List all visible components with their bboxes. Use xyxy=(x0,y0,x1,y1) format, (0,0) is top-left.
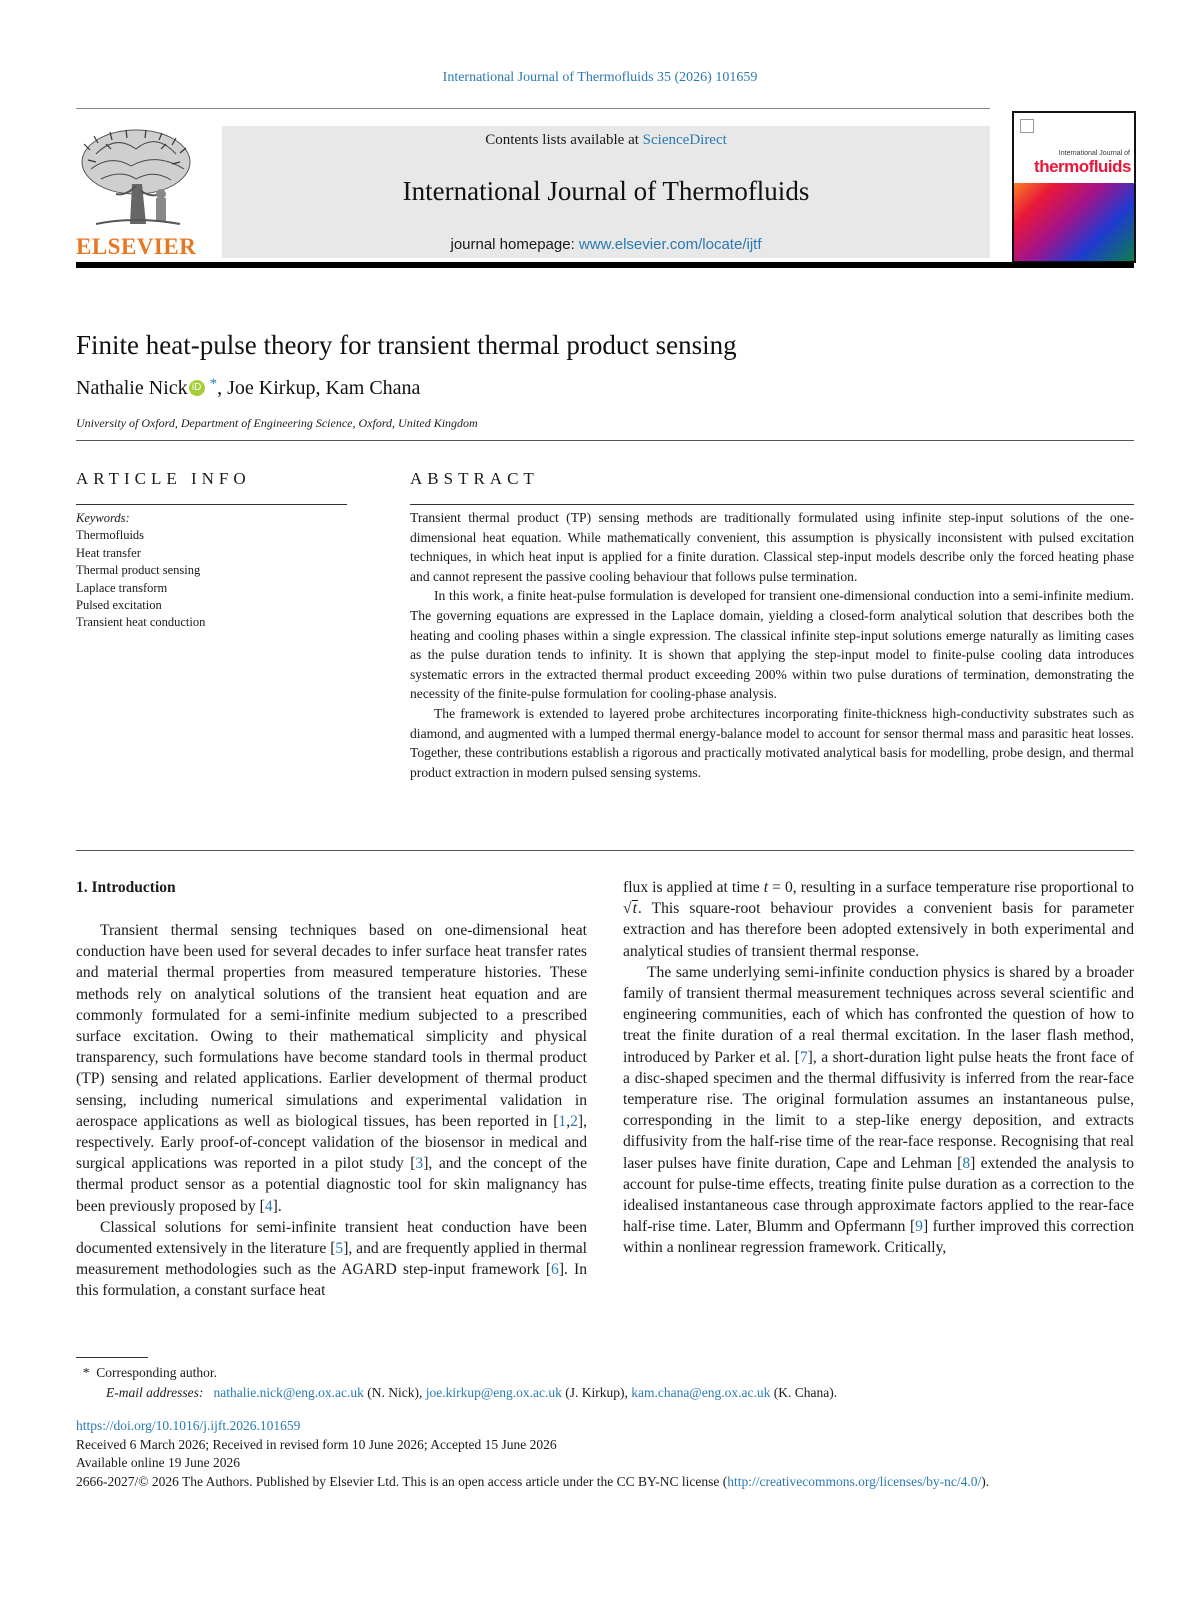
citation-link[interactable]: 4 xyxy=(264,1197,273,1215)
citation-link[interactable]: 7 xyxy=(799,1048,808,1066)
abstract-heading: ABSTRACT xyxy=(410,469,539,488)
contents-line: Contents lists available at ScienceDirect xyxy=(485,132,727,148)
corresponding-marker[interactable]: * xyxy=(209,376,218,392)
sqrt-expression: √t xyxy=(623,900,637,918)
keyword: Thermofluids xyxy=(76,528,145,543)
cover-emblem-icon xyxy=(1020,119,1034,133)
keyword: Laplace transform xyxy=(76,580,168,595)
footnote-rule xyxy=(76,1357,148,1358)
keyword: Pulsed excitation xyxy=(76,598,162,613)
coauthors: , Joe Kirkup, Kam Chana xyxy=(217,377,421,399)
keyword: Heat transfer xyxy=(76,545,141,560)
journal-masthead xyxy=(222,126,990,258)
doi-link[interactable]: https://doi.org/10.1016/j.ijft.2026.101659 xyxy=(76,1418,301,1433)
email-addresses: E-mail addresses: nathalie.nick@eng.ox.ac.uk (N. Nick), joe.kirkup@eng.ox.ac.uk (J. Kirkup), kam.chana@eng.ox.ac.uk (K. Chana). xyxy=(106,1384,838,1400)
cover-subtitle: International Journal of xyxy=(1058,150,1130,157)
abstract-body xyxy=(410,508,1134,782)
article-info-rule xyxy=(76,504,347,505)
elsevier-wordmark: ELSEVIER xyxy=(76,234,197,259)
received-dates: Received 6 March 2026; Received in revised form 10 June 2026; Accepted 15 June 2026 xyxy=(76,1436,557,1452)
email-link[interactable]: joe.kirkup@eng.ox.ac.uk xyxy=(425,1384,562,1400)
abstract-paragraph: Transient thermal product (TP) sensing methods are traditionally formulated using infinite step-input solutions of the one-dimensional heat equation. While mathematically convenient, this assumption is physically inconsistent with pulsed excitation techniques, in which heat input is applied for a finite duration. Classical step-input models describe only the forced heating phase and cannot represent the passive cooling behaviour that follows pulse termination. xyxy=(410,510,1134,584)
citation-link[interactable]: 8 xyxy=(962,1154,971,1172)
body-paragraph: Transient thermal sensing techniques based on one-dimensional heat conduction have been used for several decades to infer surface heat transfer rates and material thermal properties from measured temperature histories. These methods rely on analytical solutions of the transient heat equation and are commonly formulated for a semi-infinite medium subjected to a prescribed surface excitation. Owing to their mathematical simplicity and physical transparency, such formulations have become standard tools in thermal product (TP) sensing and related applications. Earlier development of thermal product sensing, including numerical simulations and experimental validation in aerospace applications as well as biological tissues, has been reported in [1,2], respectively. Early proof-of-concept validation of the biosensor in medical and surgical applications was reported in a pilot study [3], and the concept of the thermal product sensor as a potential diagnostic tool for skin malignancy has been previously proposed by [4]. xyxy=(76,922,587,1215)
sciencedirect-link[interactable]: ScienceDirect xyxy=(642,132,727,148)
citation-link[interactable]: 5 xyxy=(335,1240,344,1258)
citation-link[interactable]: 3 xyxy=(415,1155,424,1173)
article-metadata xyxy=(76,1417,1134,1491)
abstract-rule xyxy=(410,504,1134,505)
abstract-paragraph: The framework is extended to layered probe architectures incorporating finite-thickness high-conductivity substrates such as diamond, and augmented with a lumped thermal energy-balance model to account for sensor thermal mass and parasitic heat losses. Together, these contributions establish a rigorous and practically motivated analytical basis for modelling, probe design, and thermal product extraction in modern pulsed sensing systems. xyxy=(410,705,1134,780)
header-divider xyxy=(76,108,990,109)
author-name[interactable]: Nathalie Nick xyxy=(76,377,188,399)
footnote xyxy=(76,1363,837,1402)
body-column-left xyxy=(76,920,587,1302)
keywords-label: Keywords: xyxy=(76,511,130,525)
body-paragraph: Classical solutions for semi-infinite transient heat conduction have been documented extensively in the literature [5], and are frequently applied in thermal measurement methodologies such as the AGARD step-input framework [6]. In this formulation, a constant surface heat xyxy=(76,1218,588,1300)
abstract-divider xyxy=(76,850,1134,851)
masthead-divider xyxy=(76,262,1134,268)
section-heading-introduction: 1. Introduction xyxy=(76,879,176,896)
email-link[interactable]: kam.chana@eng.ox.ac.uk xyxy=(631,1384,771,1400)
journal-cover[interactable] xyxy=(1012,111,1136,263)
elsevier-logo[interactable] xyxy=(76,124,196,260)
citation-link[interactable]: 6 xyxy=(551,1261,559,1279)
corresponding-note: * Corresponding author. xyxy=(82,1365,217,1380)
citation-link[interactable]: 9 xyxy=(915,1218,923,1236)
citation-link[interactable]: 2 xyxy=(570,1112,578,1130)
license-link[interactable]: http://creativecommons.org/licenses/by-nc/4.0/ xyxy=(727,1473,982,1489)
homepage-link[interactable]: www.elsevier.com/locate/ijtf xyxy=(578,236,762,253)
body-column-right xyxy=(623,877,1134,1259)
author-list xyxy=(76,376,420,400)
keyword: Transient heat conduction xyxy=(76,615,206,630)
keywords xyxy=(76,510,205,632)
email-link[interactable]: nathalie.nick@eng.ox.ac.uk xyxy=(213,1384,364,1400)
cover-title: thermofluids xyxy=(1034,157,1131,176)
journal-reference[interactable]: International Journal of Thermofluids 35 (2026) 101659 xyxy=(442,70,758,85)
journal-homepage: journal homepage: www.elsevier.com/locate/ijtf xyxy=(450,236,762,253)
article-info-heading: ARTICLE INFO xyxy=(76,469,251,488)
article-title: Finite heat-pulse theory for transient thermal product sensing xyxy=(76,330,737,360)
tree-icon xyxy=(76,124,196,232)
affiliation: University of Oxford, Department of Engineering Science, Oxford, United Kingdom xyxy=(76,416,478,430)
license-statement: 2666-2027/© 2026 The Authors. Published by Elsevier Ltd. This is an open access article under the CC BY-NC license (http://creativecommons.org/licenses/by-nc/4.0/). xyxy=(76,1473,990,1489)
abstract-paragraph: In this work, a finite heat-pulse formulation is developed for transient one-dimensional conduction into a semi-infinite medium. The governing equations are expressed in the Laplace domain, yielding a closed-form analytical solution that describes both the heating and cooling phases within a single expression. The classical infinite step-input solutions emerge naturally as limiting cases as the pulse duration tends to infinity. It is shown that applying the step-input model to finite-pulse cooling data introduces systematic errors in the extracted thermal product exceeding 200% within two pulse durations of termination, demonstrating the necessity of the finite-pulse formulation for cooling-phase analysis. xyxy=(410,588,1134,702)
body-paragraph: flux is applied at time t = 0, resulting in a surface temperature rise proportional to √t. This square-root behaviour provides a convenient basis for parameter extraction and has therefore been adopted extensively in both experimental and analytical studies of transient thermal response. xyxy=(623,879,1134,960)
available-online: Available online 19 June 2026 xyxy=(76,1455,240,1470)
orcid-icon[interactable]: iD xyxy=(189,380,205,396)
title-divider xyxy=(76,440,1134,441)
body-paragraph: The same underlying semi-infinite conduction physics is shared by a broader family of transient thermal measurement techniques across several scientific and engineering communities, each of which has confronted the question of how to treat the finite duration of a real thermal excitation. In the laser flash method, introduced by Parker et al. [7], a short-duration light pulse heats the front face of a disc-shaped specimen and the thermal diffusivity is inferred from the rear-face temperature rise. The original formulation assumes an instantaneous pulse, corresponding in the limit to a step-like energy deposition, and extracts diffusivity from the half-rise time of the rear-face response. Recognising that real laser pulses have finite duration, Cape and Lehman [8] extended the analysis to account for pulse-time effects, treating finite pulse duration as a correction to the idealised instantaneous case through approximate factors applied to the rear-face half-rise time. Later, Blumm and Opfermann [9] further improved this correction within a nonlinear regression framework. Critically, xyxy=(623,963,1134,1257)
citation-link[interactable]: 1 xyxy=(558,1112,567,1130)
journal-name: International Journal of Thermofluids xyxy=(402,176,810,206)
keyword: Thermal product sensing xyxy=(76,563,201,578)
